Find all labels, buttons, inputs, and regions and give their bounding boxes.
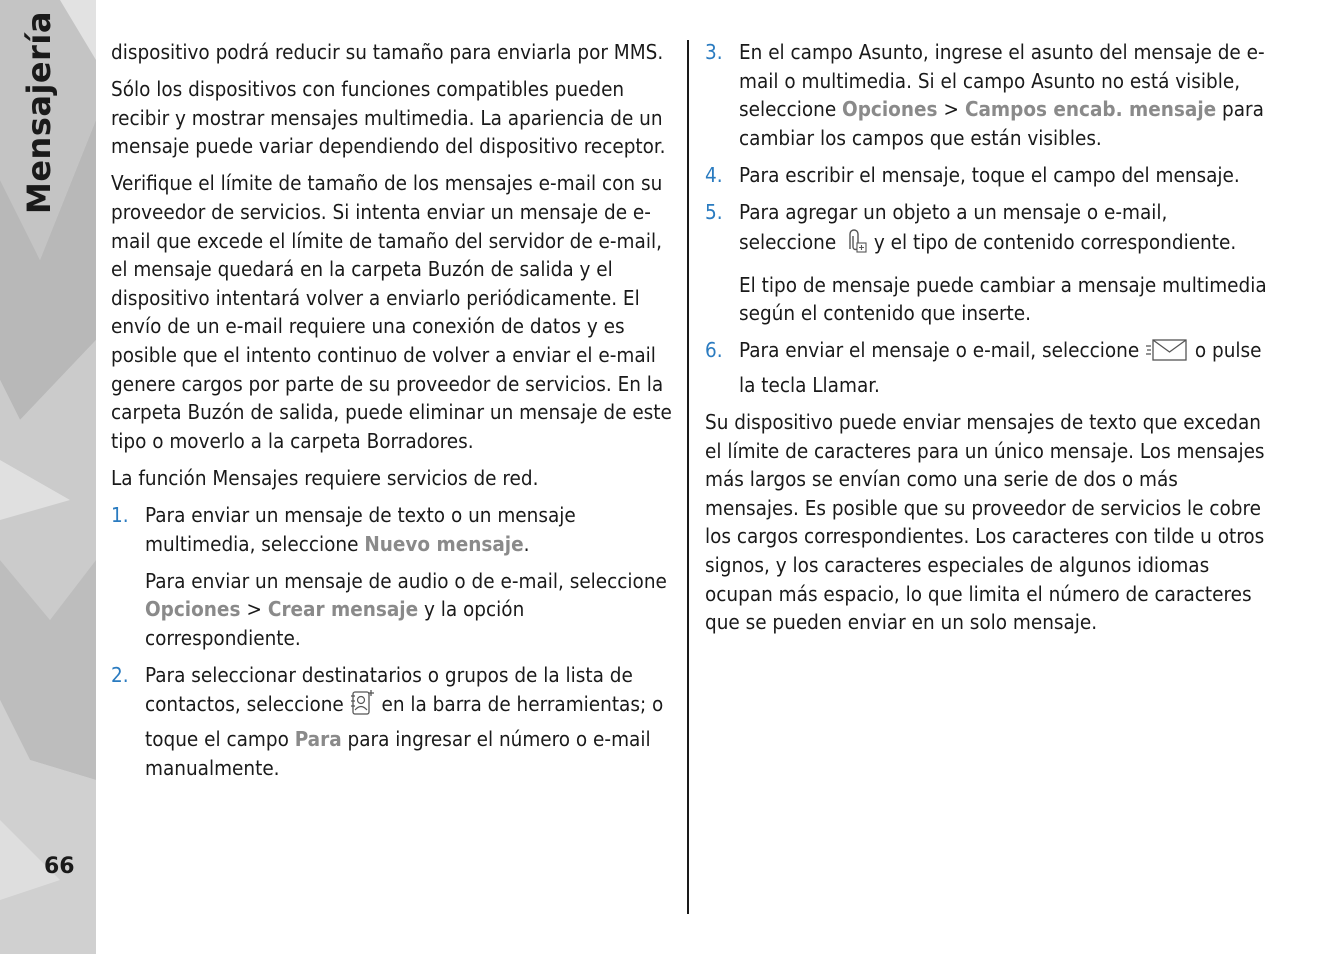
right-column	[705, 38, 1269, 645]
step-text: Para enviar un mensaje de audio o de e-mail, seleccione Opciones > Crear mensaje y la opción correspondiente.	[145, 568, 667, 650]
step-text: Para agregar un objeto a un mensaje o e-mail, seleccione y el tipo de contenido correspondiente.	[739, 198, 1269, 262]
step-1	[111, 501, 677, 652]
attach-icon	[842, 227, 868, 263]
paragraph: Su dispositivo puede enviar mensajes de texto que excedan el límite de caracteres para un único mensaje. Los mensajes más largos se envían como una serie de dos o más mensajes. Es posible que su proveedor de servicios le cobre los cargos correspondientes. Los caracteres con tilde u otros signos, y los caracteres especiales de algunos idiomas ocupan más espacio, lo que limita el número de caracteres que se pueden enviar en un solo mensaje.	[705, 410, 1265, 635]
column-divider	[687, 40, 689, 914]
page-number: 66	[44, 854, 75, 879]
step-number: 3.	[705, 40, 723, 64]
step-5	[705, 198, 1269, 328]
step-text: En el campo Asunto, ingrese el asunto del mensaje de e-mail o multimedia. Si el campo Asunto no está visible, seleccione Opciones > Campos encab. mensaje para cambiar los campos que están visibles.	[739, 40, 1265, 150]
step-text: Para enviar un mensaje de texto o un mensaje multimedia, seleccione Nuevo mensaje.	[145, 502, 576, 556]
paragraph: Sólo los dispositivos con funciones compatibles pueden recibir y mostrar mensajes multimedia. La apariencia de un mensaje puede variar dependiendo del dispositivo receptor.	[111, 77, 666, 159]
step-3	[705, 38, 1269, 152]
step-4	[705, 161, 1269, 190]
step-number: 5.	[705, 199, 723, 224]
paragraph: dispositivo podrá reducir su tamaño para enviarla por MMS.	[111, 40, 664, 64]
ui-term-nuevo-mensaje: Nuevo mensaje	[364, 531, 524, 556]
left-column	[111, 38, 677, 791]
step-text: Para enviar el mensaje o e-mail, seleccione o pulse la tecla Llamar.	[739, 338, 1262, 397]
step-number: 6.	[705, 338, 723, 363]
step-number: 4.	[705, 162, 723, 187]
step-text: Para escribir el mensaje, toque el campo del mensaje.	[739, 162, 1240, 187]
paragraph: La función Mensajes requiere servicios de red.	[111, 465, 539, 490]
side-band	[0, 0, 96, 954]
add-recipient-icon	[350, 689, 376, 725]
path-separator: >	[943, 97, 959, 122]
step-number: 1.	[111, 502, 129, 527]
step-2	[111, 661, 677, 782]
send-envelope-icon	[1145, 337, 1189, 371]
ui-term-opciones: Opciones	[842, 97, 938, 122]
ui-term-campos-encab: Campos encab. mensaje	[964, 97, 1217, 122]
step-note: El tipo de mensaje puede cambiar a mensaje multimedia según el contenido que inserte.	[739, 272, 1267, 326]
step-number: 2.	[111, 662, 129, 687]
ui-term-crear-mensaje: Crear mensaje	[267, 597, 419, 622]
section-title: Mensajería	[20, 11, 58, 214]
step-6	[705, 336, 1269, 399]
step-text: Para seleccionar destinatarios o grupos de la lista de contactos, seleccione en la barra de herramientas; o toque el campo Para para ingresar el número o e-mail manualmente.	[145, 662, 664, 780]
paragraph: Verifique el límite de tamaño de los mensajes e-mail con su proveedor de servicios. Si intenta enviar un mensaje de e-mail que excede el límite de tamaño del servidor de e-mail, el mensaje quedará en la carpeta Buzón de salida y el dispositivo intentará volver a enviarlo periódicamente. El envío de un e-mail requiere una conexión de datos y es posible que el intento continuo de volver a enviar el e-mail genere cargos por parte de su proveedor de servicios. En la carpeta Buzón de salida, puede eliminar un mensaje de este tipo o moverlo a la carpeta Borradores.	[111, 171, 672, 453]
path-separator: >	[246, 597, 262, 622]
ui-term-para: Para	[294, 727, 342, 752]
ui-term-opciones: Opciones	[145, 597, 241, 622]
